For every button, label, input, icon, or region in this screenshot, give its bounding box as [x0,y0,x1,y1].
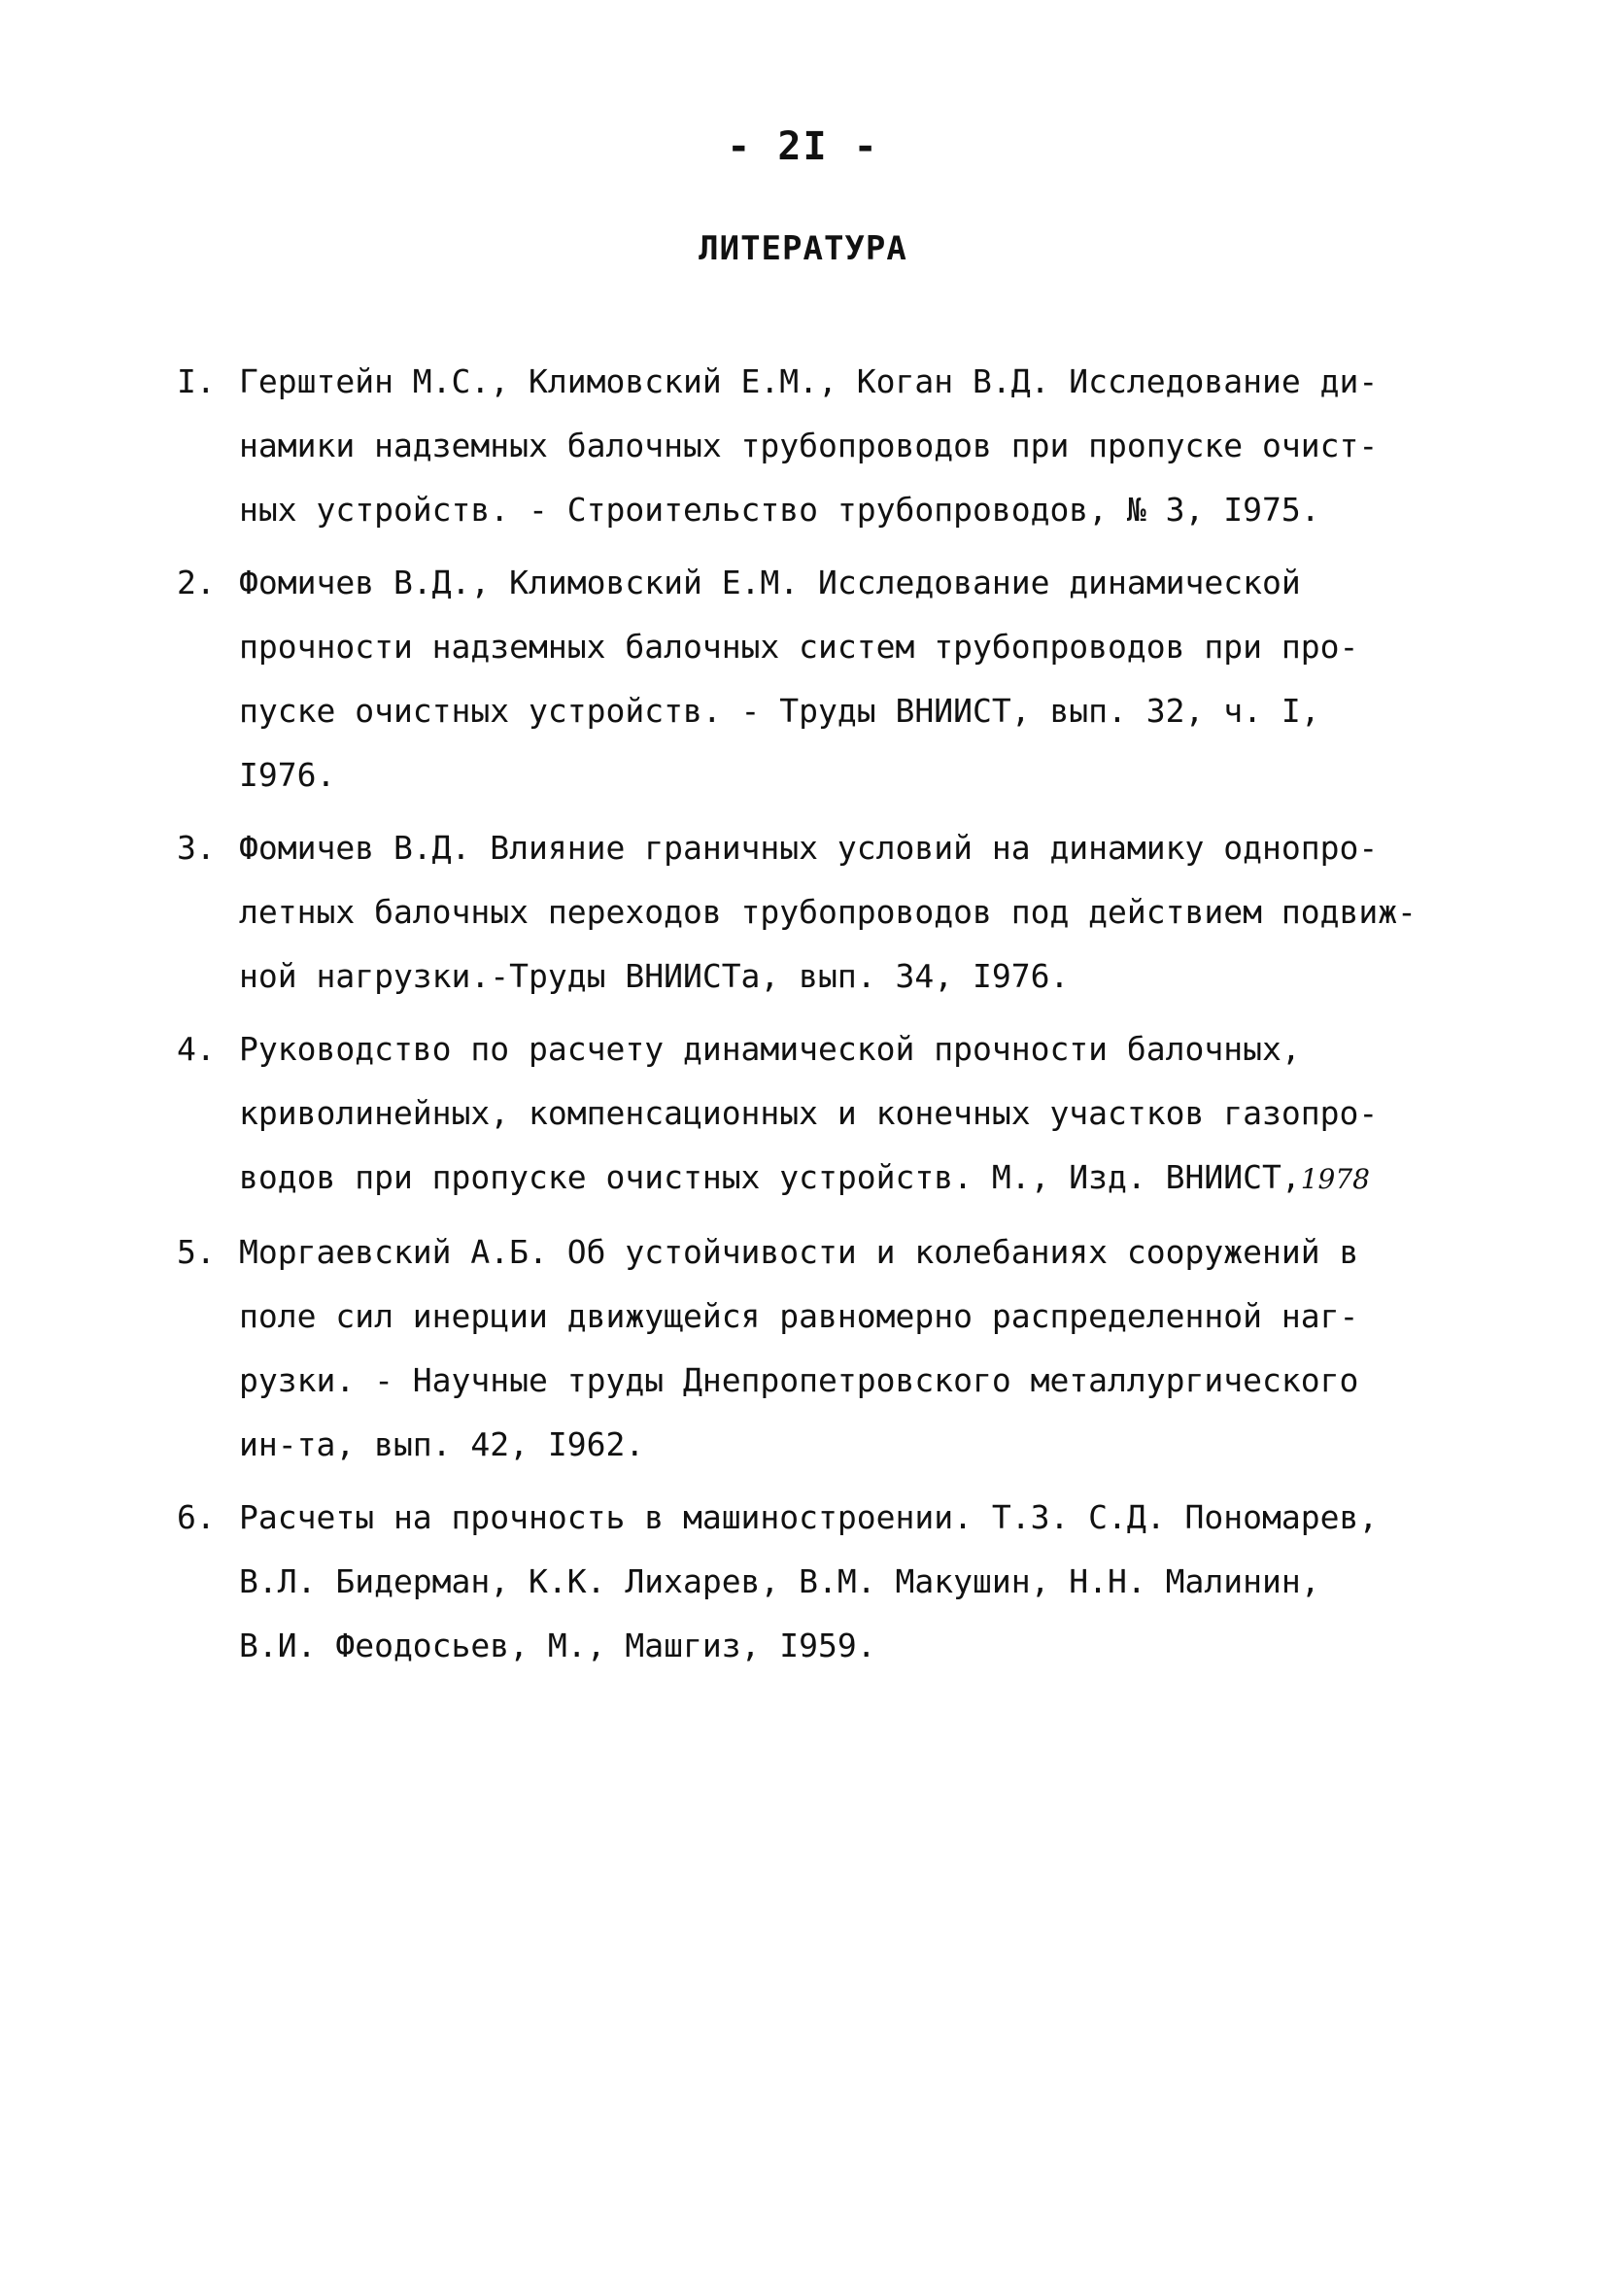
reference-text [239,816,1459,1009]
handwritten-year: 1978 [1300,1163,1370,1195]
reference-line: рузки. - Научные труды Днепропетровского металлургического [239,1361,1359,1399]
reference-line: летных балочных переходов трубопроводов под действием подвиж- [239,893,1417,931]
reference-item [177,1220,1459,1477]
reference-line: Моргаевский А.Б. Об устойчивости и колебаниях сооружений в [239,1233,1359,1271]
reference-list [177,350,1459,1687]
reference-line: криволинейных, компенсационных и конечных участков газопро- [239,1094,1379,1132]
reference-line [239,1146,1459,1212]
reference-item [177,551,1459,807]
reference-item [177,816,1459,1009]
reference-line: ной нагрузки.-Труды ВНИИСТа, вып. 34, I976. [239,957,1070,995]
reference-number: 5. [177,1233,216,1271]
reference-line: Герштейн М.С., Климовский Е.М., Коган В.Д. Исследование ди- [239,362,1379,400]
reference-line: поле сил инерции движущейся равномерно распределенной наг- [239,1297,1359,1335]
reference-line: В.И. Феодосьев, М., Машгиз, I959. [239,1627,876,1664]
reference-line: пуске очистных устройств. - Труды ВНИИСТ, вып. 32, ч. I, [239,692,1320,730]
reference-text [239,350,1459,542]
reference-line: ин-та, вып. 42, I962. [239,1425,645,1463]
reference-item [177,1017,1459,1212]
reference-line: В.Л. Бидерман, К.К. Лихарев, В.М. Макушин, Н.Н. Малинин, [239,1562,1320,1600]
reference-number: 6. [177,1498,216,1536]
reference-line-text: водов при пропуске очистных устройств. М., Изд. ВНИИСТ, [239,1158,1301,1196]
reference-number: 2. [177,564,216,601]
reference-line: намики надземных балочных трубопроводов при пропуске очист- [239,427,1379,464]
reference-text [239,1220,1459,1477]
reference-line: Руководство по расчету динамической прочности балочных, [239,1030,1301,1068]
reference-line: I976. [239,756,336,794]
reference-line: Фомичев В.Д., Климовский Е.М. Исследование динамической [239,564,1301,601]
reference-line: Расчеты на прочность в машиностроении. Т.З. С.Д. Пономарев, [239,1498,1379,1536]
reference-text [239,1017,1459,1212]
reference-line: Фомичев В.Д. Влияние граничных условий на динамику однопро- [239,829,1379,867]
reference-line: прочности надземных балочных систем трубопроводов при про- [239,628,1359,666]
reference-number: 4. [177,1030,216,1068]
reference-number: 3. [177,829,216,867]
section-heading: ЛИТЕРАТУРА [699,229,907,268]
page-number: - 2I - [727,124,879,169]
reference-number: I. [177,362,216,400]
reference-text [239,1486,1459,1678]
reference-item [177,350,1459,542]
reference-text [239,551,1459,807]
reference-line: ных устройств. - Строительство трубопроводов, № 3, I975. [239,491,1320,529]
reference-item [177,1486,1459,1678]
